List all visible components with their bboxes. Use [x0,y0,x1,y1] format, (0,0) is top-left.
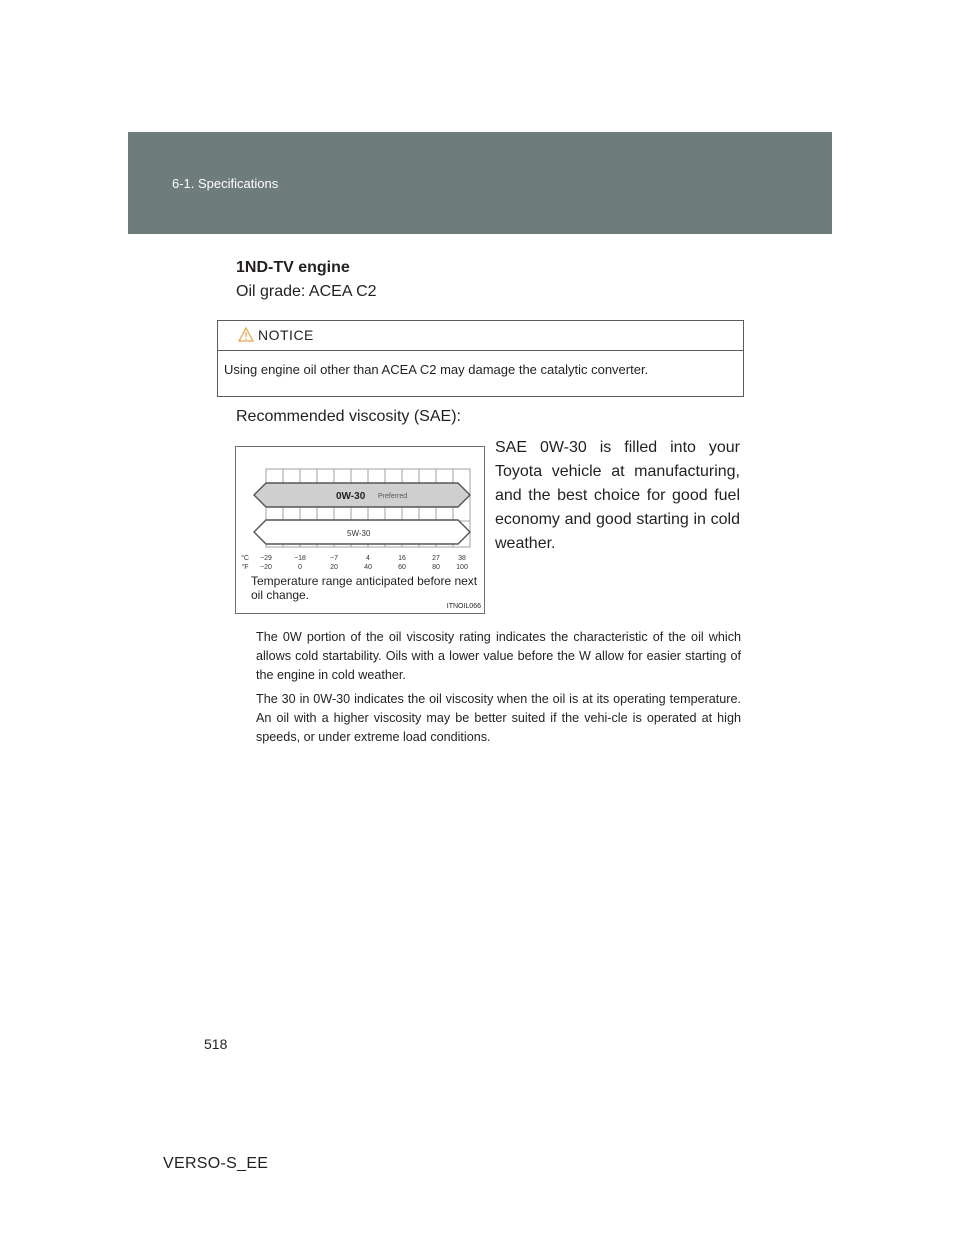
viscosity-chart [236,447,484,572]
fahrenheit-unit-label: °F [241,564,249,571]
oil-grade-text: Oil grade: ACEA C2 [236,283,377,300]
band-5w30-label: 5W-30 [347,529,371,538]
celsius-tick: −7 [330,555,338,562]
paragraph-30-explanation: The 30 in 0W-30 indicates the oil viscosity when the oil is at its operating temperature. An oil with a higher viscosity may be better suited if the vehi-cle is operated at high speeds, or under extreme load conditions. [256,692,741,744]
celsius-tick: 4 [366,555,370,562]
section-header-bar [128,132,832,234]
figure-caption: Temperature range anticipated before next oil change. [251,574,478,602]
celsius-unit-label: °C [241,555,249,562]
page-number: 518 [204,1036,228,1052]
paragraph-0w-explanation: The 0W portion of the oil viscosity rating indicates the characteristic of the oil which allows cold startability. Oils with a lower value before the W allow for easier starting of the engine in cold weather. [256,630,741,682]
fahrenheit-tick: 40 [364,564,372,571]
celsius-tick: −18 [294,555,306,562]
fahrenheit-tick: 80 [432,564,440,571]
notice-header [218,321,743,351]
celsius-tick: −29 [260,555,272,562]
section-title: 1ND-TV engine [236,259,350,276]
notice-box [217,320,744,397]
footer-model-code: VERSO-S_EE [163,1155,269,1172]
fahrenheit-tick: −20 [260,564,272,571]
breadcrumb: 6-1. Specifications [172,176,279,191]
viscosity-figure [235,446,485,614]
viscosity-heading: Recommended viscosity (SAE): [236,408,461,425]
warning-triangle-icon [238,327,254,342]
fahrenheit-tick: 20 [330,564,338,571]
notice-title: NOTICE [258,327,314,343]
viscosity-description: SAE 0W-30 is filled into your Toyota vehicle at manufacturing, and the best choice for good fuel economy and good starting in cold weather. [495,439,740,552]
fahrenheit-tick: 0 [298,564,302,571]
band-0w30-label: 0W-30 [336,491,366,502]
notice-body: Using engine oil other than ACEA C2 may damage the catalytic converter. [224,362,649,377]
band-0w30-preferred-tag: Preferred [378,493,408,500]
celsius-tick: 38 [458,555,466,562]
celsius-tick: 16 [398,555,406,562]
fahrenheit-tick: 60 [398,564,406,571]
figure-code: ITNOIL066 [446,603,481,610]
fahrenheit-tick: 100 [456,564,468,571]
celsius-tick: 27 [432,555,440,562]
